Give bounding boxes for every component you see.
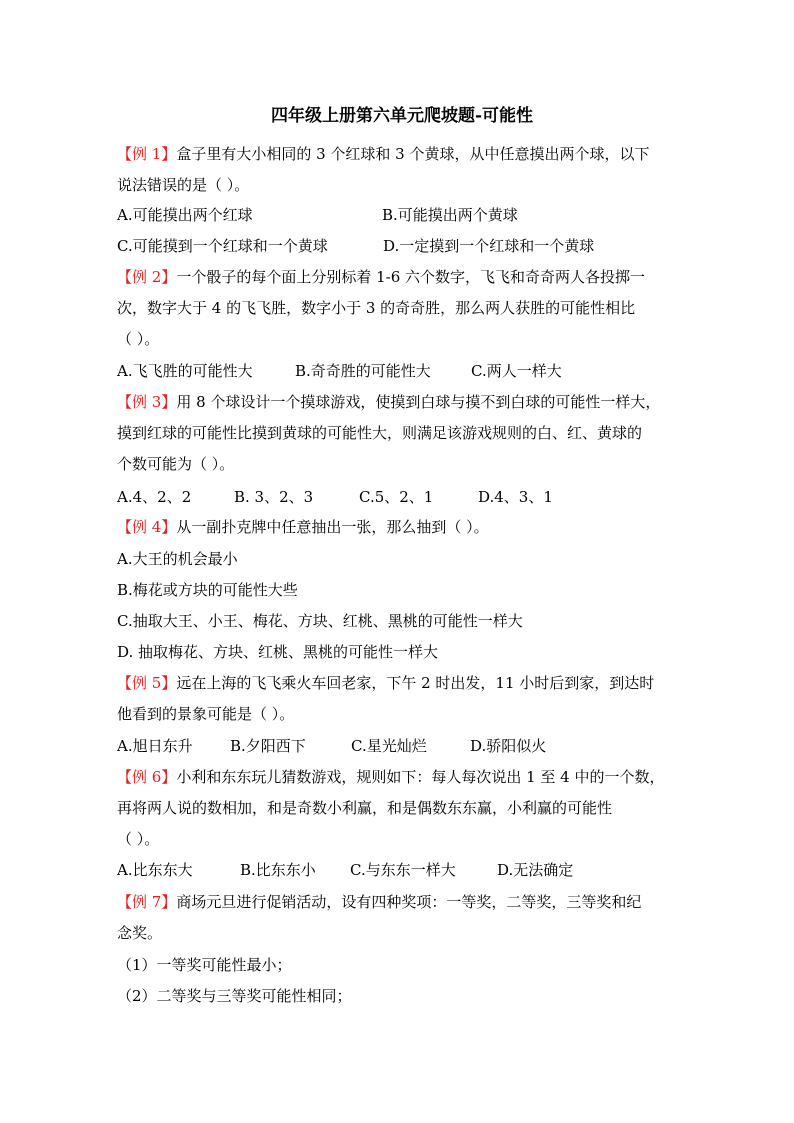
option-d: D.一定摸到一个红球和一个黄球 xyxy=(383,237,595,255)
example-7-tag: 【例 7】 xyxy=(117,893,177,911)
example-2-question: 【例 2】一个骰子的每个面上分别标着 1-6 六个数字，飞飞和奇奇两人各投掷一 次，数字大于 4 的飞飞胜，数字小于 3 的奇奇胜，那么两人获胜的可能性相比 （ ）。 xyxy=(117,268,646,348)
option-b: B.夕阳西下 xyxy=(230,737,306,755)
option-d: D.骄阳似火 xyxy=(470,737,547,755)
option-a: A.4、2、2 xyxy=(117,488,192,506)
example-1-question: 【例 1】盒子里有大小相同的 3 个红球和 3 个黄球，从中任意摸出两个球，以下 说法错误的是（ ）。 xyxy=(117,145,650,194)
option-c: C.两人一样大 xyxy=(471,362,562,380)
example-7-item-1: （1）一等奖可能性最小； xyxy=(117,956,292,974)
option-d: D.无法确定 xyxy=(497,861,574,879)
page-title: 四年级上册第六单元爬坡题-可能性 xyxy=(270,106,534,126)
example-6-tag: 【例 6】 xyxy=(117,768,177,786)
example-4-option-c: C.抽取大王、小王、梅花、方块、红桃、黑桃的可能性一样大 xyxy=(117,612,523,630)
example-3-tag: 【例 3】 xyxy=(117,393,177,411)
option-a: A.飞飞胜的可能性大 xyxy=(117,362,253,380)
option-c: C.星光灿烂 xyxy=(351,737,427,755)
example-4-option-d: D. 抽取梅花、方块、红桃、黑桃的可能性一样大 xyxy=(117,643,439,661)
option-b: B.奇奇胜的可能性大 xyxy=(295,362,431,380)
option-d: D.4、3、1 xyxy=(478,488,553,506)
example-4-question: 【例 4】从一副扑克牌中任意抽出一张，那么抽到（ ）。 xyxy=(117,518,489,536)
option-b: B. 3、2、3 xyxy=(234,488,314,506)
example-4-option-a: A.大王的机会最小 xyxy=(117,550,238,568)
option-c: C.与东东一样大 xyxy=(350,861,456,879)
example-6-question: 【例 6】小利和东东玩儿猜数游戏，规则如下：每人每次说出 1 至 4 中的一个数， 再将两人说的数相加，和是奇数小利赢，和是偶数东东赢，小利赢的可能性 （ ）。 xyxy=(117,768,665,848)
example-4-tag: 【例 4】 xyxy=(117,518,177,536)
option-a: A.可能摸出两个红球 xyxy=(117,206,253,224)
example-2-tag: 【例 2】 xyxy=(117,268,177,286)
example-1-tag: 【例 1】 xyxy=(117,145,177,163)
example-5-question: 【例 5】远在上海的飞飞乘火车回老家，下午 2 时出发，11 小时后到家，到达时 他看到的景象可能是（ ）。 xyxy=(117,674,655,723)
example-5-tag: 【例 5】 xyxy=(117,674,177,692)
example-7-question: 【例 7】商场元旦进行促销活动，设有四种奖项：一等奖，二等奖，三等奖和纪 念奖。 xyxy=(117,893,642,942)
option-b: B.可能摸出两个黄球 xyxy=(382,206,518,224)
option-b: B.比东东小 xyxy=(240,861,316,879)
option-c: C.可能摸到一个红球和一个黄球 xyxy=(117,237,328,255)
option-c: C.5、2、1 xyxy=(359,488,434,506)
option-a: A.旭日东升 xyxy=(117,737,193,755)
example-7-item-2: （2）二等奖与三等奖可能性相同； xyxy=(117,987,352,1005)
option-a: A.比东东大 xyxy=(117,861,193,879)
example-3-question: 【例 3】用 8 个球设计一个摸球游戏，使摸到白球与摸不到白球的可能性一样大， 摸到红球的可能性比摸到黄球的可能性大，则满足该游戏规则的白、红、黄球的 个数可能为（ ）。 xyxy=(117,393,661,473)
example-4-option-b: B.梅花或方块的可能性大些 xyxy=(117,581,298,599)
